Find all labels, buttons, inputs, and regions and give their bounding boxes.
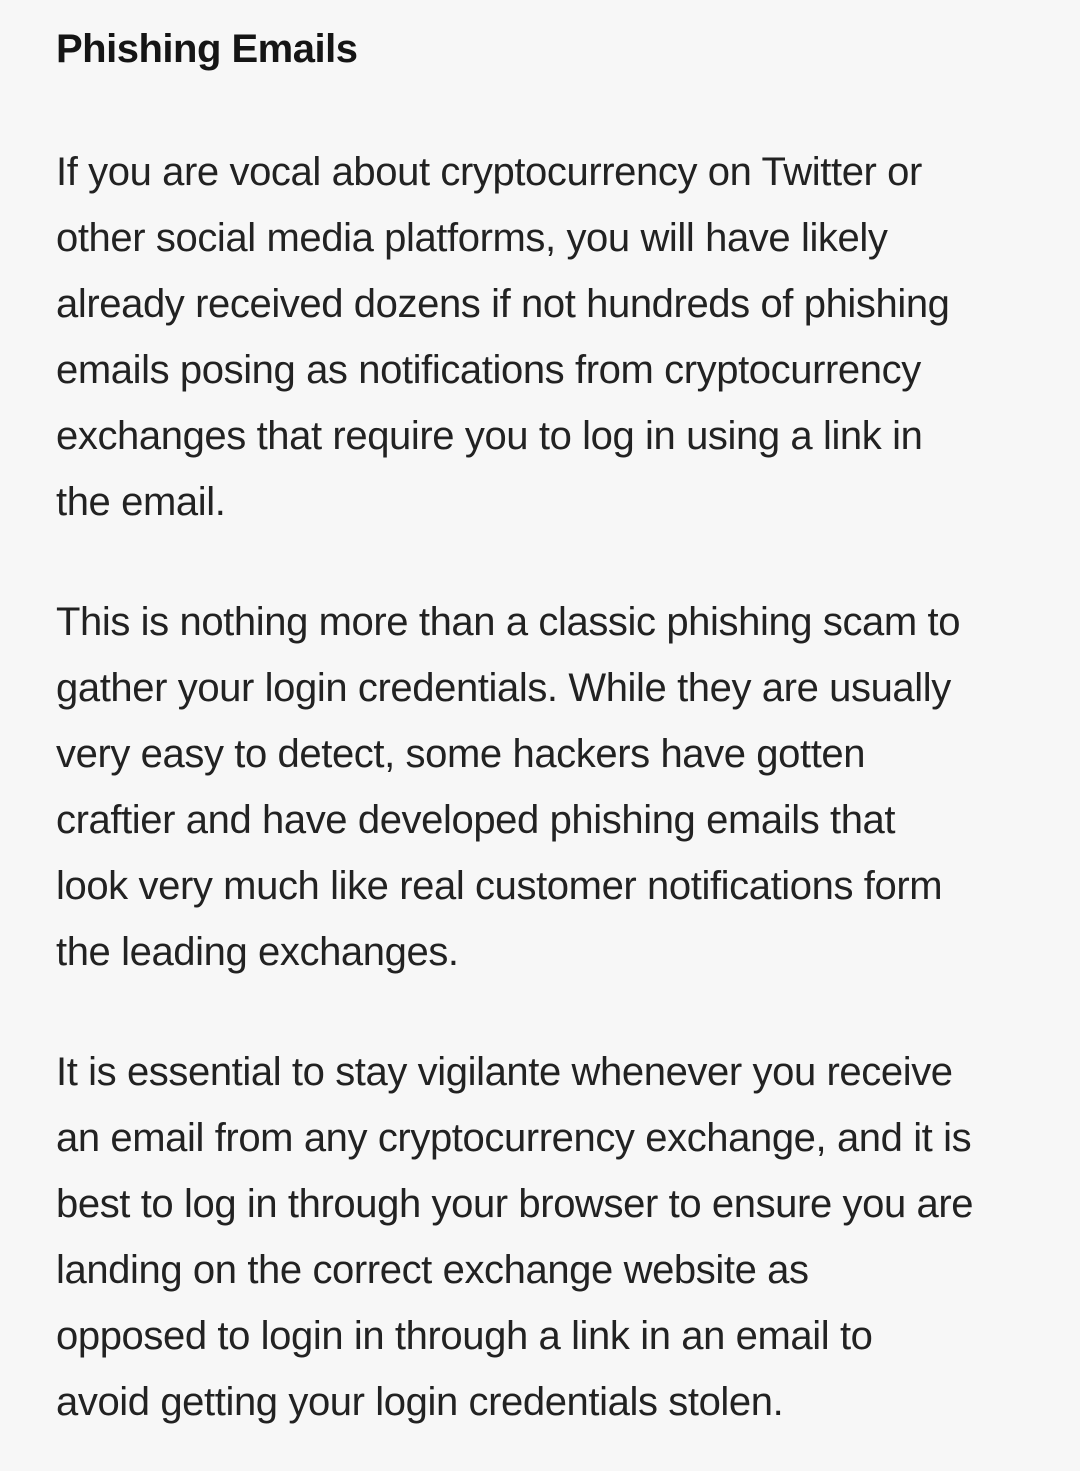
paragraph-line: gather your login credentials. While they are usually — [56, 666, 951, 710]
paragraph-line: already received dozens if not hundreds of phishing — [56, 282, 950, 326]
paragraph-line: the email. — [56, 480, 226, 524]
paragraph-line: opposed to login in through a link in an email to — [56, 1314, 873, 1358]
section-heading: Phishing Emails — [56, 27, 358, 71]
article-paragraph-2 — [56, 589, 1024, 985]
paragraph-line: landing on the correct exchange website as — [56, 1248, 809, 1292]
paragraph-line: very easy to detect, some hackers have gotten — [56, 732, 866, 776]
article-paragraph-1 — [56, 139, 1024, 535]
paragraph-line: avoid getting your login credentials stolen. — [56, 1380, 784, 1424]
article-paragraph-3 — [56, 1039, 1024, 1435]
paragraph-line: the leading exchanges. — [56, 930, 459, 974]
paragraph-line: other social media platforms, you will have likely — [56, 216, 888, 260]
paragraph-line: It is essential to stay vigilante whenever you receive — [56, 1050, 953, 1094]
paragraph-line: exchanges that require you to log in using a link in — [56, 414, 923, 458]
paragraph-line: an email from any cryptocurrency exchange, and it is — [56, 1116, 972, 1160]
paragraph-line: This is nothing more than a classic phishing scam to — [56, 600, 961, 644]
paragraph-line: emails posing as notifications from cryptocurrency — [56, 348, 921, 392]
paragraph-line: look very much like real customer notifications form — [56, 864, 943, 908]
paragraph-line: best to log in through your browser to ensure you are — [56, 1182, 974, 1226]
paragraph-line: If you are vocal about cryptocurrency on Twitter or — [56, 150, 922, 194]
paragraph-line: craftier and have developed phishing emails that — [56, 798, 896, 842]
